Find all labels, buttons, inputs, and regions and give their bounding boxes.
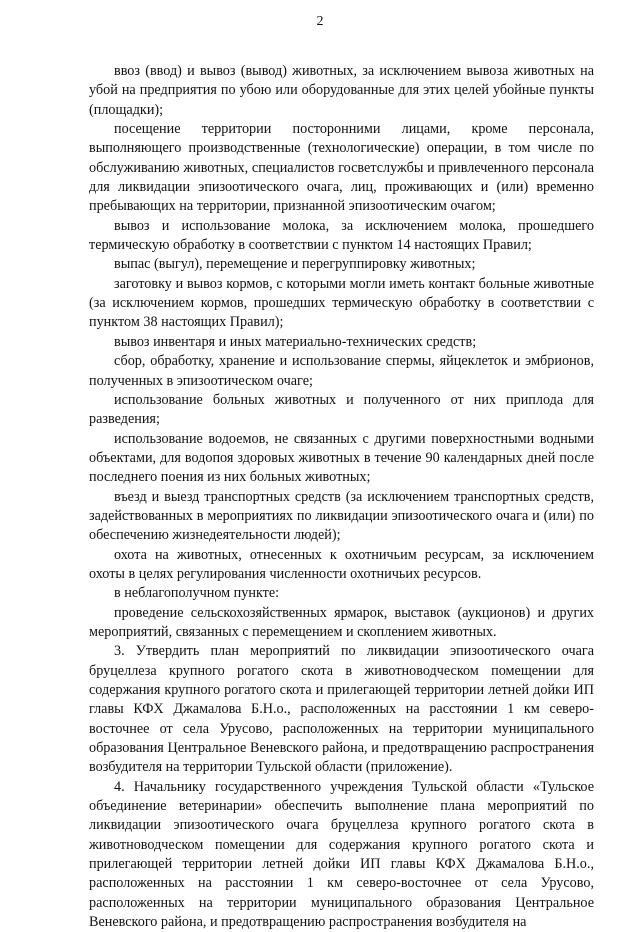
paragraph-item-4: 4. Начальнику государственного учреждения Тульской области «Тульское объединение ветеринарии» обеспечить выполнение плана мероприятий по ликвидации эпизоотического очага бруцеллеза крупного рогатого скота в животноводческом помещении для содержания крупного рогатого скота и прилегающей территории летней дойки ИП главы КФХ Джамалова Б.Н.о., расположенных на расстоянии 1 км северо-восточнее от села Урусово, расположенных на территории муниципального образования Центральное Веневского района, и предотвращению распространения возбудителя на xyxy=(89,778,594,931)
paragraph-ban-breeding: использование больных животных и полученного от них приплода для разведения; xyxy=(89,391,594,428)
paragraph-ban-sperm: сбор, обработку, хранение и использование спермы, яйцеклеток и эмбрионов, полученных в эпизоотическом очаге; xyxy=(89,353,594,389)
paragraph-ban-inventory: вывоз инвентаря и иных материально-технических средств; xyxy=(114,333,477,350)
paragraph-ban-hunting: охота на животных, отнесенных к охотничьим ресурсам, за исключением охоты в целях регулирования численности охотничьих ресурсов. xyxy=(89,546,594,582)
paragraph-ban-grazing: выпас (выгул), перемещение и перегруппировку животных; xyxy=(114,256,476,273)
paragraph-unfavorable-point: в неблагополучном пункте: xyxy=(114,585,280,602)
paragraph-ban-vehicles: въезд и выезд транспортных средств (за исключением транспортных средств, задействованных в мероприятиях по ликвидации эпизоотического очага и (или) по обеспечению жизнедеятельности людей); xyxy=(89,488,594,544)
paragraph-item-3: 3. Утвердить план мероприятий по ликвидации эпизоотического очага бруцеллеза крупного рогатого скота в животноводческом помещении для содержания крупного рогатого скота и прилегающей территории летней дойки ИП главы КФХ Джамалова Б.Н.о., расположенных на расстоянии 1 км северо-восточнее от села Урусово, расположенных на территории муниципального образования Центральное Веневского района, и предотвращению распространения возбудителя на территории Тульской области (приложение). xyxy=(89,643,594,776)
paragraph-ban-animal-movement: ввоз (ввод) и вывоз (вывод) животных, за исключением вывоза животных на убой на предприятия по убою или оборудованные для этих целей убойные пункты (площадки); xyxy=(89,63,594,118)
paragraph-ban-feed: заготовку и вывоз кормов, с которыми могли иметь контакт больные животные (за исключением кормов, прошедших термическую обработку в соответствии с пунктом 38 настоящих Правил); xyxy=(89,275,594,331)
paragraph-ban-water: использование водоемов, не связанных с другими поверхностными водными объектами, для водопоя здоровых животных в течение 90 календарных дней после последнего поения из них больных животных; xyxy=(89,430,594,486)
paragraph-ban-fairs: проведение сельскохозяйственных ярмарок, выставок (аукционов) и других мероприятий, связанных с перемещением и скоплением животных. xyxy=(89,604,594,640)
paragraph-ban-visitors: посещение территории посторонними лицами, кроме персонала, выполняющего производственные (технологические) операции, в том числе по обслуживанию животных, специалистов госветслужбы и привлеченного персонала для ликвидации эпизоотического очага, лиц, проживающих и (или) временно пребывающих на территории, признанной эпизоотическим очагом; xyxy=(89,121,594,215)
document-body xyxy=(89,62,594,932)
page-number: 2 xyxy=(316,14,324,29)
paragraph-ban-milk: вывоз и использование молока, за исключением молока, прошедшего термическую обработку в соответствии с пунктом 14 настоящих Правил; xyxy=(89,217,594,254)
